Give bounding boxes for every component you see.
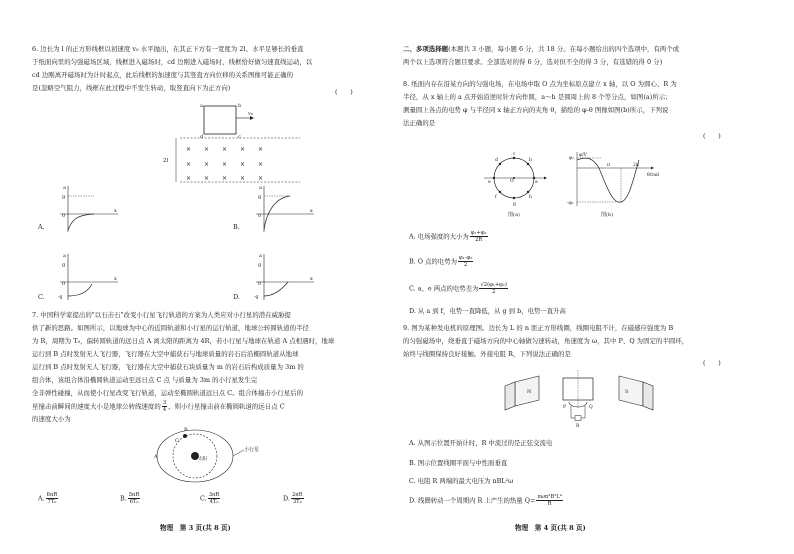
q7-line-7: 全非弹性碰撞，从而使小行星改变飞行轨道，运动至椭圆轨道远日点 C。组合体撞击小行星后的 xyxy=(32,389,304,397)
svg-text:g: g xyxy=(62,194,66,200)
svg-text:a: a xyxy=(259,185,262,191)
svg-text:x: x xyxy=(114,208,117,214)
svg-text:h: h xyxy=(529,195,532,200)
svg-text:φ/V: φ/V xyxy=(579,153,587,158)
q9-line-2: 的匀强磁场中，绕垂直于磁场方向的中心轴做匀速转动，角速度为 ω，其中 P、Q 为固定的半圆环， xyxy=(403,337,689,345)
q8-line-4: 法正确的是 xyxy=(403,119,436,127)
svg-text:2l: 2l xyxy=(163,158,169,164)
q7-line-2: 供了新的思路。如图所示，以地球为中心的近圆轨道和小行星的运行轨道，地球公转圆轨道的半径 xyxy=(32,324,309,332)
earth-icon xyxy=(183,434,187,438)
svg-text:0: 0 xyxy=(62,213,66,219)
q7-line-5: 运行到 B 点时发射无人飞行器，飞行器在大空中捕获石块质量为 m 的岩石后构成质量为 3m 的 xyxy=(32,363,304,371)
q8-line-2: 半径，从 x 轴上的 a 点开始沿逆时针方向作圆，a～h 是圆周上的 8 个等分点，如图(a)所示； xyxy=(403,93,672,101)
q6-option-b[interactable]: B. xyxy=(233,223,240,231)
svg-text:×: × xyxy=(258,146,264,153)
q9-line-1: 9. 图为某种发电机的原理图。边长为 L 的 n 匝正方形线圈，线圈电阻不计，在磁感应强度为 B xyxy=(403,324,674,332)
q8-option-c[interactable]: C. a、e 两点的电势差为 $\frac{\text{√2(φ₁+φ₂)}}{2}$ xyxy=(409,282,507,295)
svg-text:×: × xyxy=(186,146,192,153)
svg-text:B: B xyxy=(184,427,188,433)
q9-option-d[interactable]: D. 线圈转动一个周期内 R 上产生的热量 Q= $\frac{\text{πωn²B²L⁴}}{R}$ xyxy=(409,494,562,507)
svg-text:d: d xyxy=(200,134,204,140)
q8-line-1: 8. 纸面内存在沿某方向的匀强电场，在电场中取 O 点为坐标原点建立 x 轴，以 O 为圆心、R 为 xyxy=(403,80,677,88)
q9-option-b[interactable]: B. 图示位置线圈平面与中性面垂直 xyxy=(409,459,508,467)
svg-text:×: × xyxy=(204,175,210,182)
svg-text:R: R xyxy=(576,424,580,429)
section-heading-line-1: 二、多项选择题(本题共 3 小题，每小题 6 分，共 18 分。在每小题给出的四个选项中，有两个或 xyxy=(403,45,680,53)
svg-text:v₀: v₀ xyxy=(248,111,253,117)
q7-ratio: $\frac{3}{4}$ xyxy=(162,400,167,413)
svg-text:e: e xyxy=(488,180,491,185)
q8-figure-a xyxy=(482,150,552,220)
svg-text:2π: 2π xyxy=(633,163,639,168)
svg-text:×: × xyxy=(204,161,210,168)
svg-text:0: 0 xyxy=(258,213,262,219)
svg-text:×: × xyxy=(186,161,192,168)
svg-text:g: g xyxy=(513,202,516,207)
q7-line-1: 7. 中国科学家提出的"以石击石"改变小行星飞行轨道的方案为人类应对小行星的潜在威胁提 xyxy=(32,311,291,319)
svg-text:θ/rad: θ/rad xyxy=(647,173,659,178)
q6-line-3: cd 边刚离开磁场时为计时起点，此后线框的加速度与其竖直方向位移的关系图像可能正确的 xyxy=(32,71,294,79)
svg-text:A: A xyxy=(154,454,158,460)
svg-text:b: b xyxy=(238,103,242,109)
q6-graph-d xyxy=(250,252,320,302)
q7-line-8: 星撞击前瞬间的速度大小是地球公转线速度的 $\frac{3}{4}$ ，则小行星撞击前在椭圆轨道的远日点 C xyxy=(32,400,285,413)
q7-option-b[interactable]: B. $\frac{5\pi R}{\text{6T₀}}$ xyxy=(120,492,140,505)
svg-text:×: × xyxy=(222,175,228,182)
svg-text:c: c xyxy=(513,152,516,157)
svg-text:-g: -g xyxy=(254,295,259,300)
svg-text:×: × xyxy=(240,161,246,168)
q7-orbit-diagram xyxy=(140,420,280,490)
svg-text:g: g xyxy=(62,262,66,268)
svg-text:小行星: 小行星 xyxy=(244,447,260,453)
q7-line-9: 的速度大小为 xyxy=(32,415,71,423)
svg-text:π: π xyxy=(607,163,610,168)
svg-text:a: a xyxy=(535,180,538,185)
q6-option-c[interactable]: C. xyxy=(38,293,45,301)
q9-option-c[interactable]: C. 电阻 R 两端的最大电压为 nBL²ω xyxy=(409,477,514,485)
svg-text:a: a xyxy=(200,103,203,109)
q6-option-d[interactable]: D. xyxy=(233,293,240,301)
svg-text:x: x xyxy=(310,276,313,282)
svg-text:×: × xyxy=(258,161,264,168)
svg-text:a: a xyxy=(259,253,262,259)
svg-text:图(a): 图(a) xyxy=(508,212,520,218)
svg-text:N: N xyxy=(527,389,532,395)
q8-figure-b xyxy=(567,150,667,220)
q8-answer-paren: ( ) xyxy=(703,132,721,140)
page-3-footer: 物理 第 3 页(共 8 页) xyxy=(160,524,231,532)
svg-text:f: f xyxy=(495,195,497,200)
q7-line-3: 为 R，周期为 T₀，偏转圆轨道的远日点 A 离太阳的距离为 4R，若小行星与地球在轨道 A 点相遇时，地球 xyxy=(32,337,335,345)
svg-text:-φ₂: -φ₂ xyxy=(567,201,574,206)
svg-text:图(b): 图(b) xyxy=(601,212,614,218)
q8-line-3: 测量圆上各点的电势 φ 与半径同 x 轴正方向的夹角 θ，描绘的 φ-θ 图像如图(b)所示，下列说 xyxy=(403,106,669,114)
q6-line-2: 于纸面向里的匀强磁场区域，线框进入磁场时，cd 边刚进入磁场时，线框恰好做匀速直线运动，以 xyxy=(32,58,313,66)
svg-text:x: x xyxy=(310,208,313,214)
q6-line-4: 是(忽略空气阻力，线框在此过程中不发生转动，取竖直向下为正方向) xyxy=(32,84,231,92)
q7-option-a[interactable]: A. $\frac{6\pi R}{\text{7T₀}}$ xyxy=(38,492,58,505)
svg-text:d: d xyxy=(495,158,498,163)
q8-option-b[interactable]: B. O 点的电势为 $\frac{\text{φ₁-φ₂}}{2}$ xyxy=(409,255,473,268)
q6-answer-paren: ( ) xyxy=(335,88,353,96)
q8-option-a[interactable]: A. 电场强度的大小为 $\frac{\text{φ₁+φ₂}}{2R}$ xyxy=(409,230,487,243)
q9-line-3: 始终与线圈保持良好接触。外接电阻 R，下列说法正确的是 xyxy=(403,350,571,358)
svg-text:×: × xyxy=(222,161,228,168)
q6-line-1: 6. 边长为 l 的正方形线框以初速度 v₀ 水平抛出，在其正下方有一宽度为 2l、水平足够长的垂直 xyxy=(32,45,304,53)
svg-text:×: × xyxy=(258,175,264,182)
svg-text:a: a xyxy=(63,185,66,191)
svg-text:0: 0 xyxy=(62,281,66,287)
svg-text:O: O xyxy=(510,179,514,184)
q6-option-a[interactable]: A. xyxy=(38,223,45,231)
svg-text:×: × xyxy=(186,175,192,182)
svg-text:0: 0 xyxy=(258,281,262,287)
svg-text:-g: -g xyxy=(58,295,63,300)
q7-line-4: 运行到 B 点时发射无人飞行器，飞行器在大空中捕获石与地球质量的岩石后沿椭圆轨道从地球 xyxy=(32,350,299,358)
svg-text:a: a xyxy=(63,253,66,259)
q7-option-d[interactable]: D. $\frac{2\pi R}{\text{3T₀}}$ xyxy=(283,492,303,505)
q6-field-diagram xyxy=(160,98,310,188)
q9-option-a[interactable]: A. 从图示位置开始计时，R 中流过的是正弦交流电 xyxy=(409,439,553,447)
svg-text:×: × xyxy=(222,146,228,153)
svg-text:b: b xyxy=(529,158,532,163)
svg-text:C: C xyxy=(175,438,179,444)
section-heading-line-2: 两个以上选项符合题目要求。全部选对的得 6 分，选对但不全的得 3 分，有选错的得 0 分) xyxy=(403,58,663,66)
q9-generator-diagram xyxy=(505,368,665,428)
svg-text:g: g xyxy=(258,262,262,268)
q6-graph-c xyxy=(54,252,124,302)
svg-text:太阳: 太阳 xyxy=(198,457,207,462)
svg-text:Q: Q xyxy=(589,405,593,410)
q6-field-crosses xyxy=(186,146,263,182)
svg-text:S: S xyxy=(625,389,629,395)
svg-text:×: × xyxy=(240,175,246,182)
svg-text:x: x xyxy=(114,276,117,282)
q7-option-c[interactable]: C. $\frac{3\pi R}{\text{4T₀}}$ xyxy=(200,492,220,505)
q6-graph-b xyxy=(250,184,320,234)
q6-graph-a xyxy=(54,184,124,234)
page-4 xyxy=(397,0,794,554)
svg-text:P: P xyxy=(563,405,567,410)
svg-text:×: × xyxy=(240,146,246,153)
svg-text:×: × xyxy=(204,146,210,153)
svg-text:g: g xyxy=(258,194,262,200)
page-4-footer: 物理 第 4 页(共 8 页) xyxy=(515,524,586,532)
q8-option-d[interactable]: D. 从 a 到 f，电势一直降低，从 g 到 b，电势一直升高 xyxy=(409,307,566,315)
q9-answer-paren: ( ) xyxy=(703,359,721,367)
svg-text:c: c xyxy=(238,134,241,140)
svg-text:φ₁: φ₁ xyxy=(569,156,574,161)
q7-line-6: 组合体，该组合体沿椭圆轨道运动至远日点 C 点 与质量为 3m 的小行星发生完 xyxy=(32,376,258,384)
